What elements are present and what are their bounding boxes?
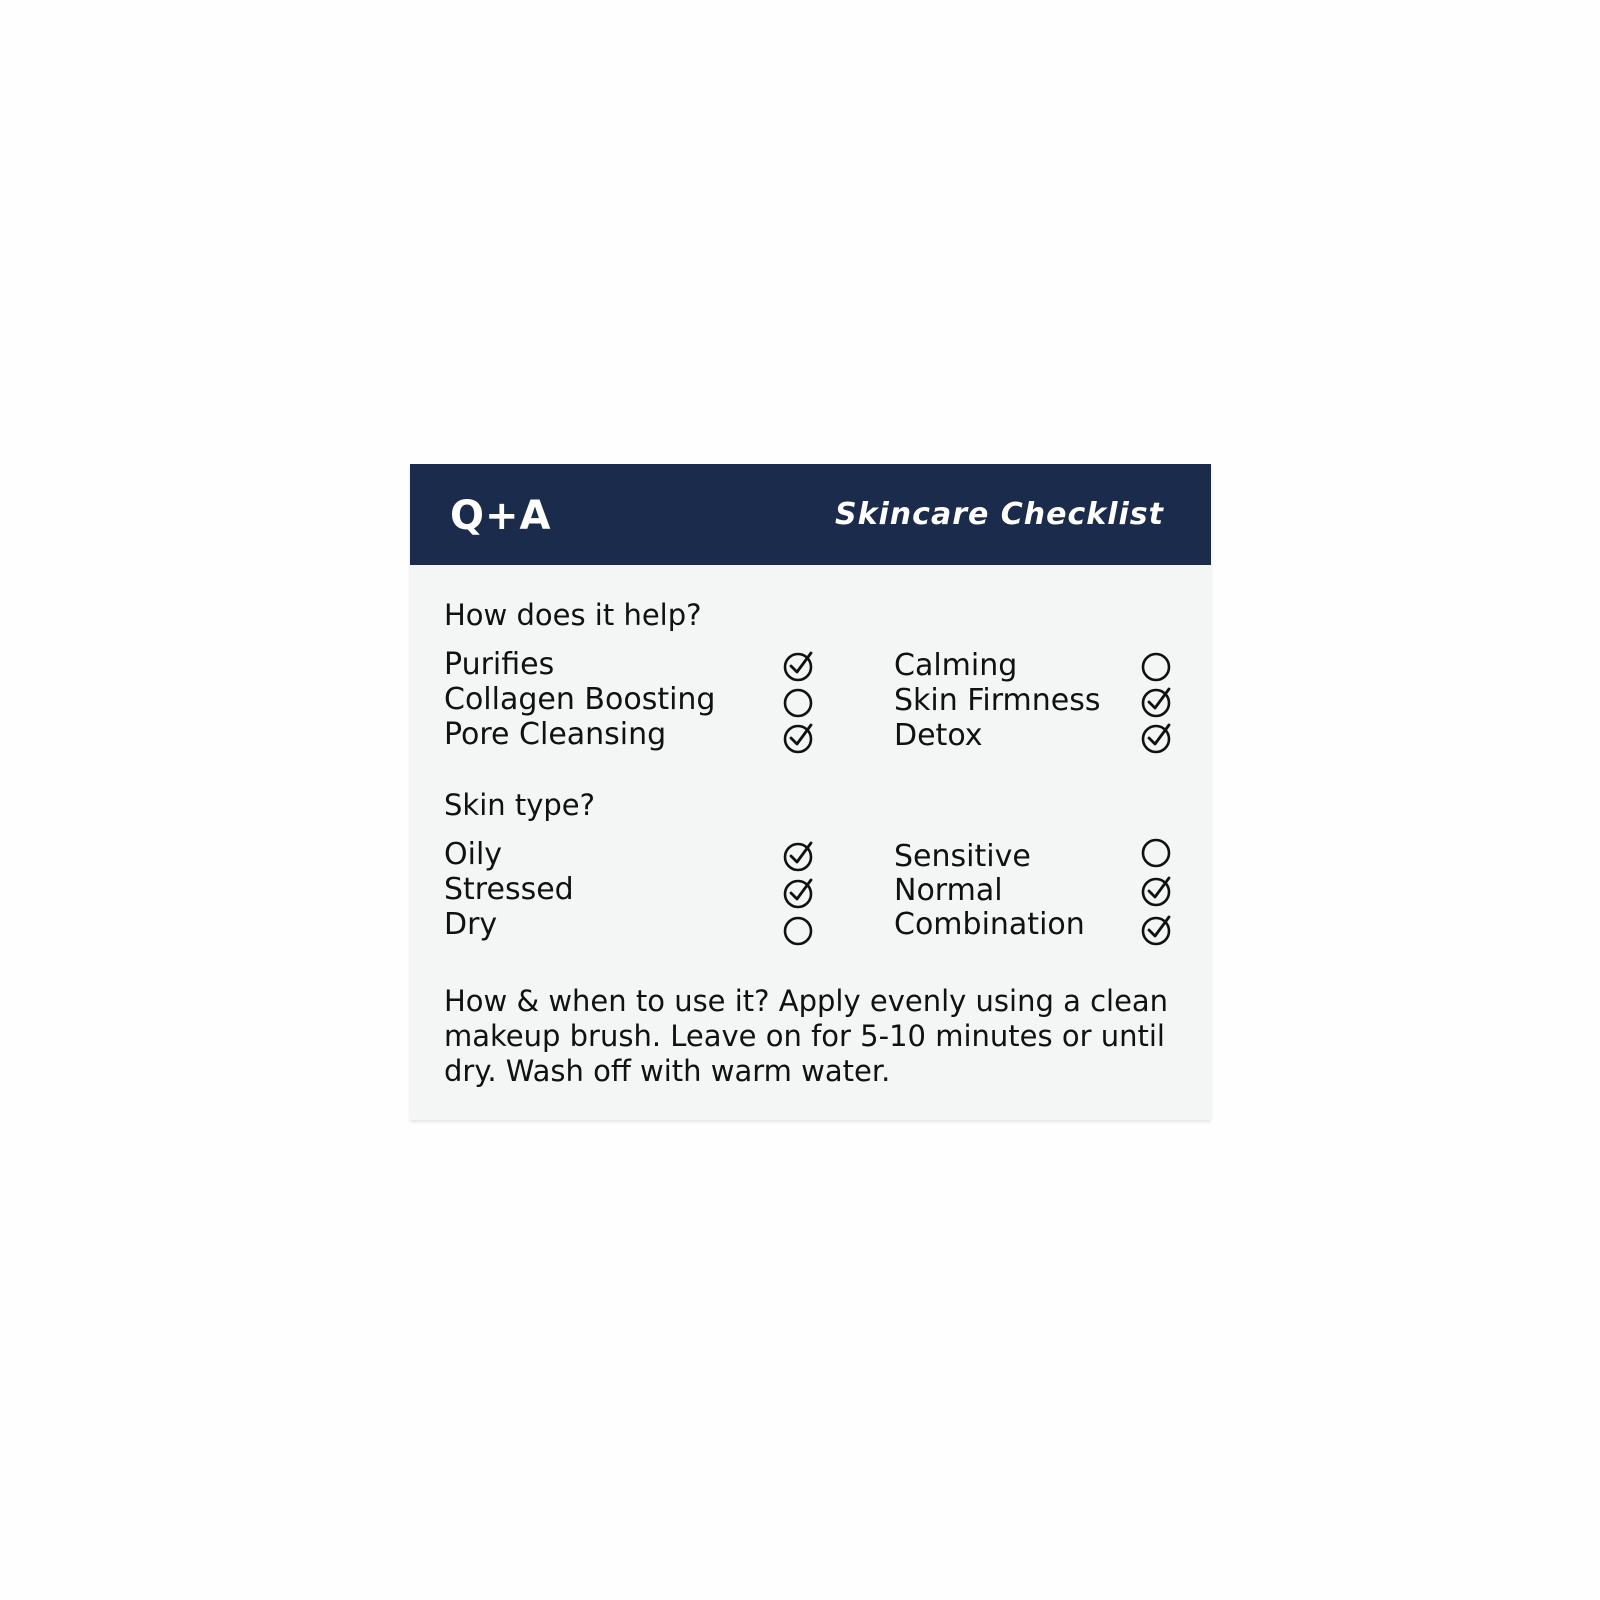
skin-type-item-oily: Oily bbox=[444, 837, 503, 872]
check-circle-icon bbox=[1141, 686, 1173, 718]
check-circle-icon bbox=[783, 840, 815, 872]
empty-circle-icon bbox=[1141, 650, 1173, 682]
skin-type-item-combination: Combination bbox=[894, 907, 1085, 942]
benefit-item-detox: Detox bbox=[894, 718, 983, 753]
benefit-item-pore-cleansing: Pore Cleansing bbox=[444, 717, 667, 752]
usage-instructions: How & when to use it? Apply evenly using a clean makeup brush. Leave on for 5-10 minutes or until dry. Wash off with warm water. bbox=[444, 984, 1169, 1088]
check-circle-icon bbox=[1141, 875, 1173, 907]
skin-type-item-stressed: Stressed bbox=[444, 872, 574, 907]
check-circle-icon bbox=[783, 722, 815, 754]
benefit-item-collagen-boosting: Collagen Boosting bbox=[444, 682, 716, 717]
check-circle-icon bbox=[1141, 722, 1173, 754]
benefit-item-calming: Calming bbox=[894, 648, 1018, 683]
skin-type-item-normal: Normal bbox=[894, 873, 1003, 908]
check-circle-icon bbox=[1141, 914, 1173, 946]
check-circle-icon bbox=[783, 650, 815, 682]
benefit-item-purifies: Purifies bbox=[444, 647, 555, 682]
skin-type-item-sensitive: Sensitive bbox=[894, 839, 1031, 874]
check-circle-icon bbox=[783, 877, 815, 909]
skin-type-heading: Skin type? bbox=[444, 788, 596, 822]
checklist-card bbox=[410, 464, 1211, 1120]
empty-circle-icon bbox=[783, 686, 815, 718]
benefits-heading: How does it help? bbox=[444, 598, 702, 632]
header-bar bbox=[410, 464, 1211, 565]
empty-circle-icon bbox=[783, 914, 815, 946]
skin-type-item-dry: Dry bbox=[444, 907, 498, 942]
empty-circle-icon bbox=[1141, 836, 1173, 868]
header-title: Skincare Checklist bbox=[834, 497, 1164, 532]
benefit-item-skin-firmness: Skin Firmness bbox=[894, 683, 1101, 718]
brand-logo: Q+A bbox=[450, 493, 552, 539]
